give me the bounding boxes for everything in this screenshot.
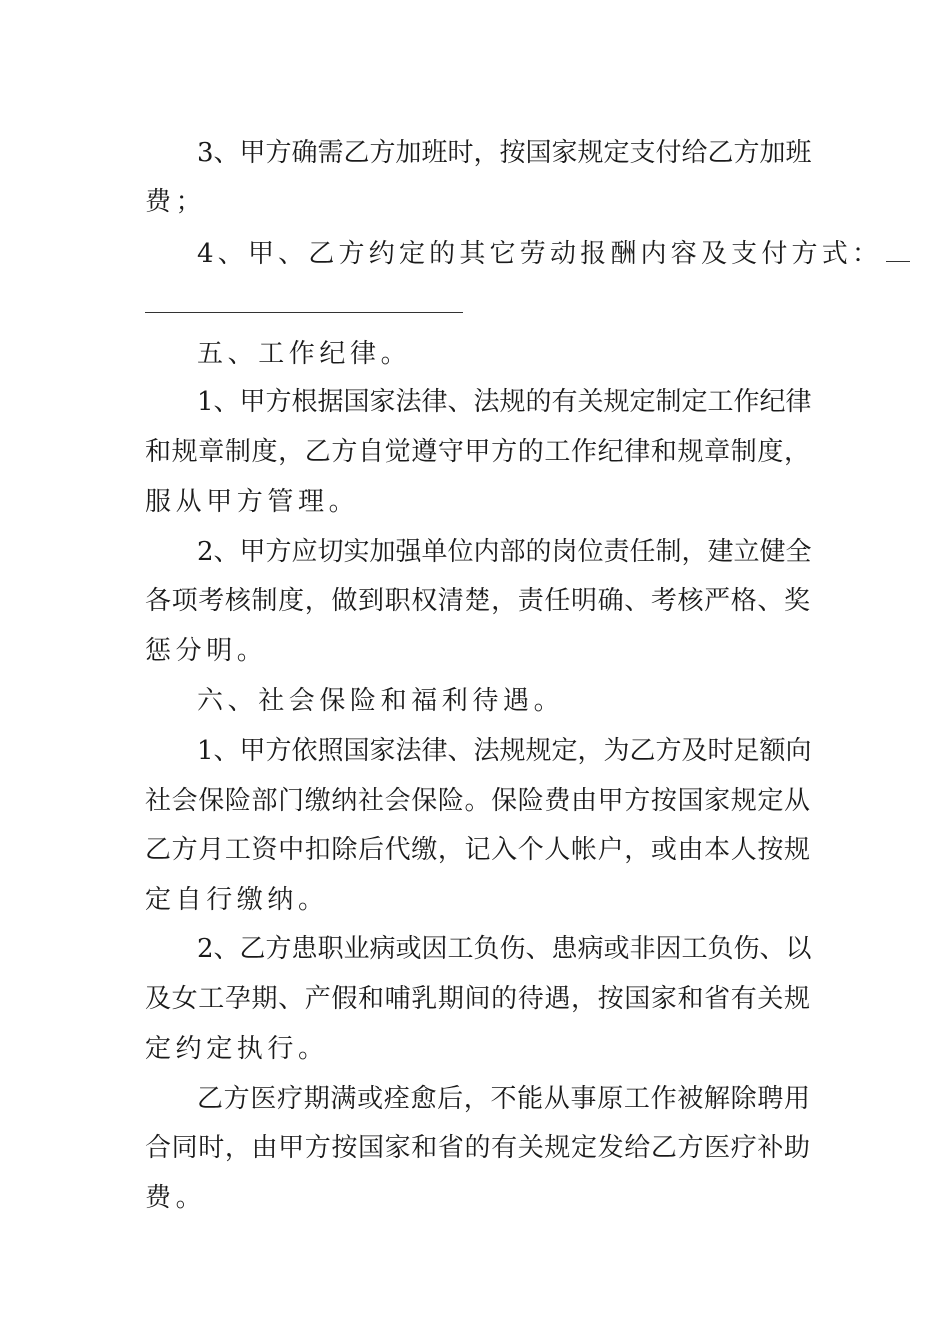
paragraph-3-line-1: 3、甲方确需乙方加班时，按国家规定支付给乙方加班	[197, 138, 812, 168]
paragraph-4-line-1	[197, 238, 883, 270]
section-6-item-2-line-3: 定约定执行。	[145, 1034, 329, 1064]
section-6-item-2-line-2: 及女工孕期、产假和哺乳期间的待遇，按国家和省有关规	[145, 984, 810, 1014]
section-6-item-1-line-1: 1、甲方依照国家法律、法规规定，为乙方及时足额向	[197, 736, 812, 766]
section-6-item-3-line-3: 费。	[145, 1183, 207, 1213]
section-6-item-2-line-1: 2、乙方患职业病或因工负伤、患病或非因工负伤、以	[197, 934, 812, 964]
section-5-item-1-line-1: 1、甲方根据国家法律、法规的有关规定制定工作纪律	[197, 387, 812, 417]
section-6-item-1-line-4: 定自行缴纳。	[145, 885, 329, 915]
section-6-item-1-line-3: 乙方月工资中扣除后代缴，记入个人帐户，或由本人按规	[145, 835, 810, 865]
section-5-item-2-line-2: 各项考核制度，做到职权清楚，责任明确、考核严格、奖	[145, 586, 810, 616]
fill-in-blank-long	[145, 312, 463, 313]
paragraph-4-text: 4、甲、乙方约定的其它劳动报酬内容及支付方式：	[197, 239, 883, 269]
section-6-item-3-line-1: 乙方医疗期满或痊愈后，不能从事原工作被解除聘用	[197, 1084, 810, 1114]
fill-in-blank-short	[886, 239, 910, 262]
paragraph-3-line-2: 费；	[145, 187, 207, 217]
section-6-heading: 六、社会保险和福利待遇。	[197, 686, 565, 716]
section-6-item-3-line-2: 合同时，由甲方按国家和省的有关规定发给乙方医疗补助	[145, 1133, 810, 1163]
section-6-item-1-line-2: 社会保险部门缴纳社会保险。保险费由甲方按国家规定从	[145, 786, 810, 816]
section-5-item-2-line-3: 惩分明。	[145, 636, 268, 666]
section-5-item-1-line-2: 和规章制度，乙方自觉遵守甲方的工作纪律和规章制度，	[145, 437, 810, 467]
section-5-heading: 五、工作纪律。	[197, 339, 412, 369]
section-5-item-1-line-3: 服从甲方管理。	[145, 487, 360, 517]
section-5-item-2-line-1: 2、甲方应切实加强单位内部的岗位责任制，建立健全	[197, 537, 812, 567]
